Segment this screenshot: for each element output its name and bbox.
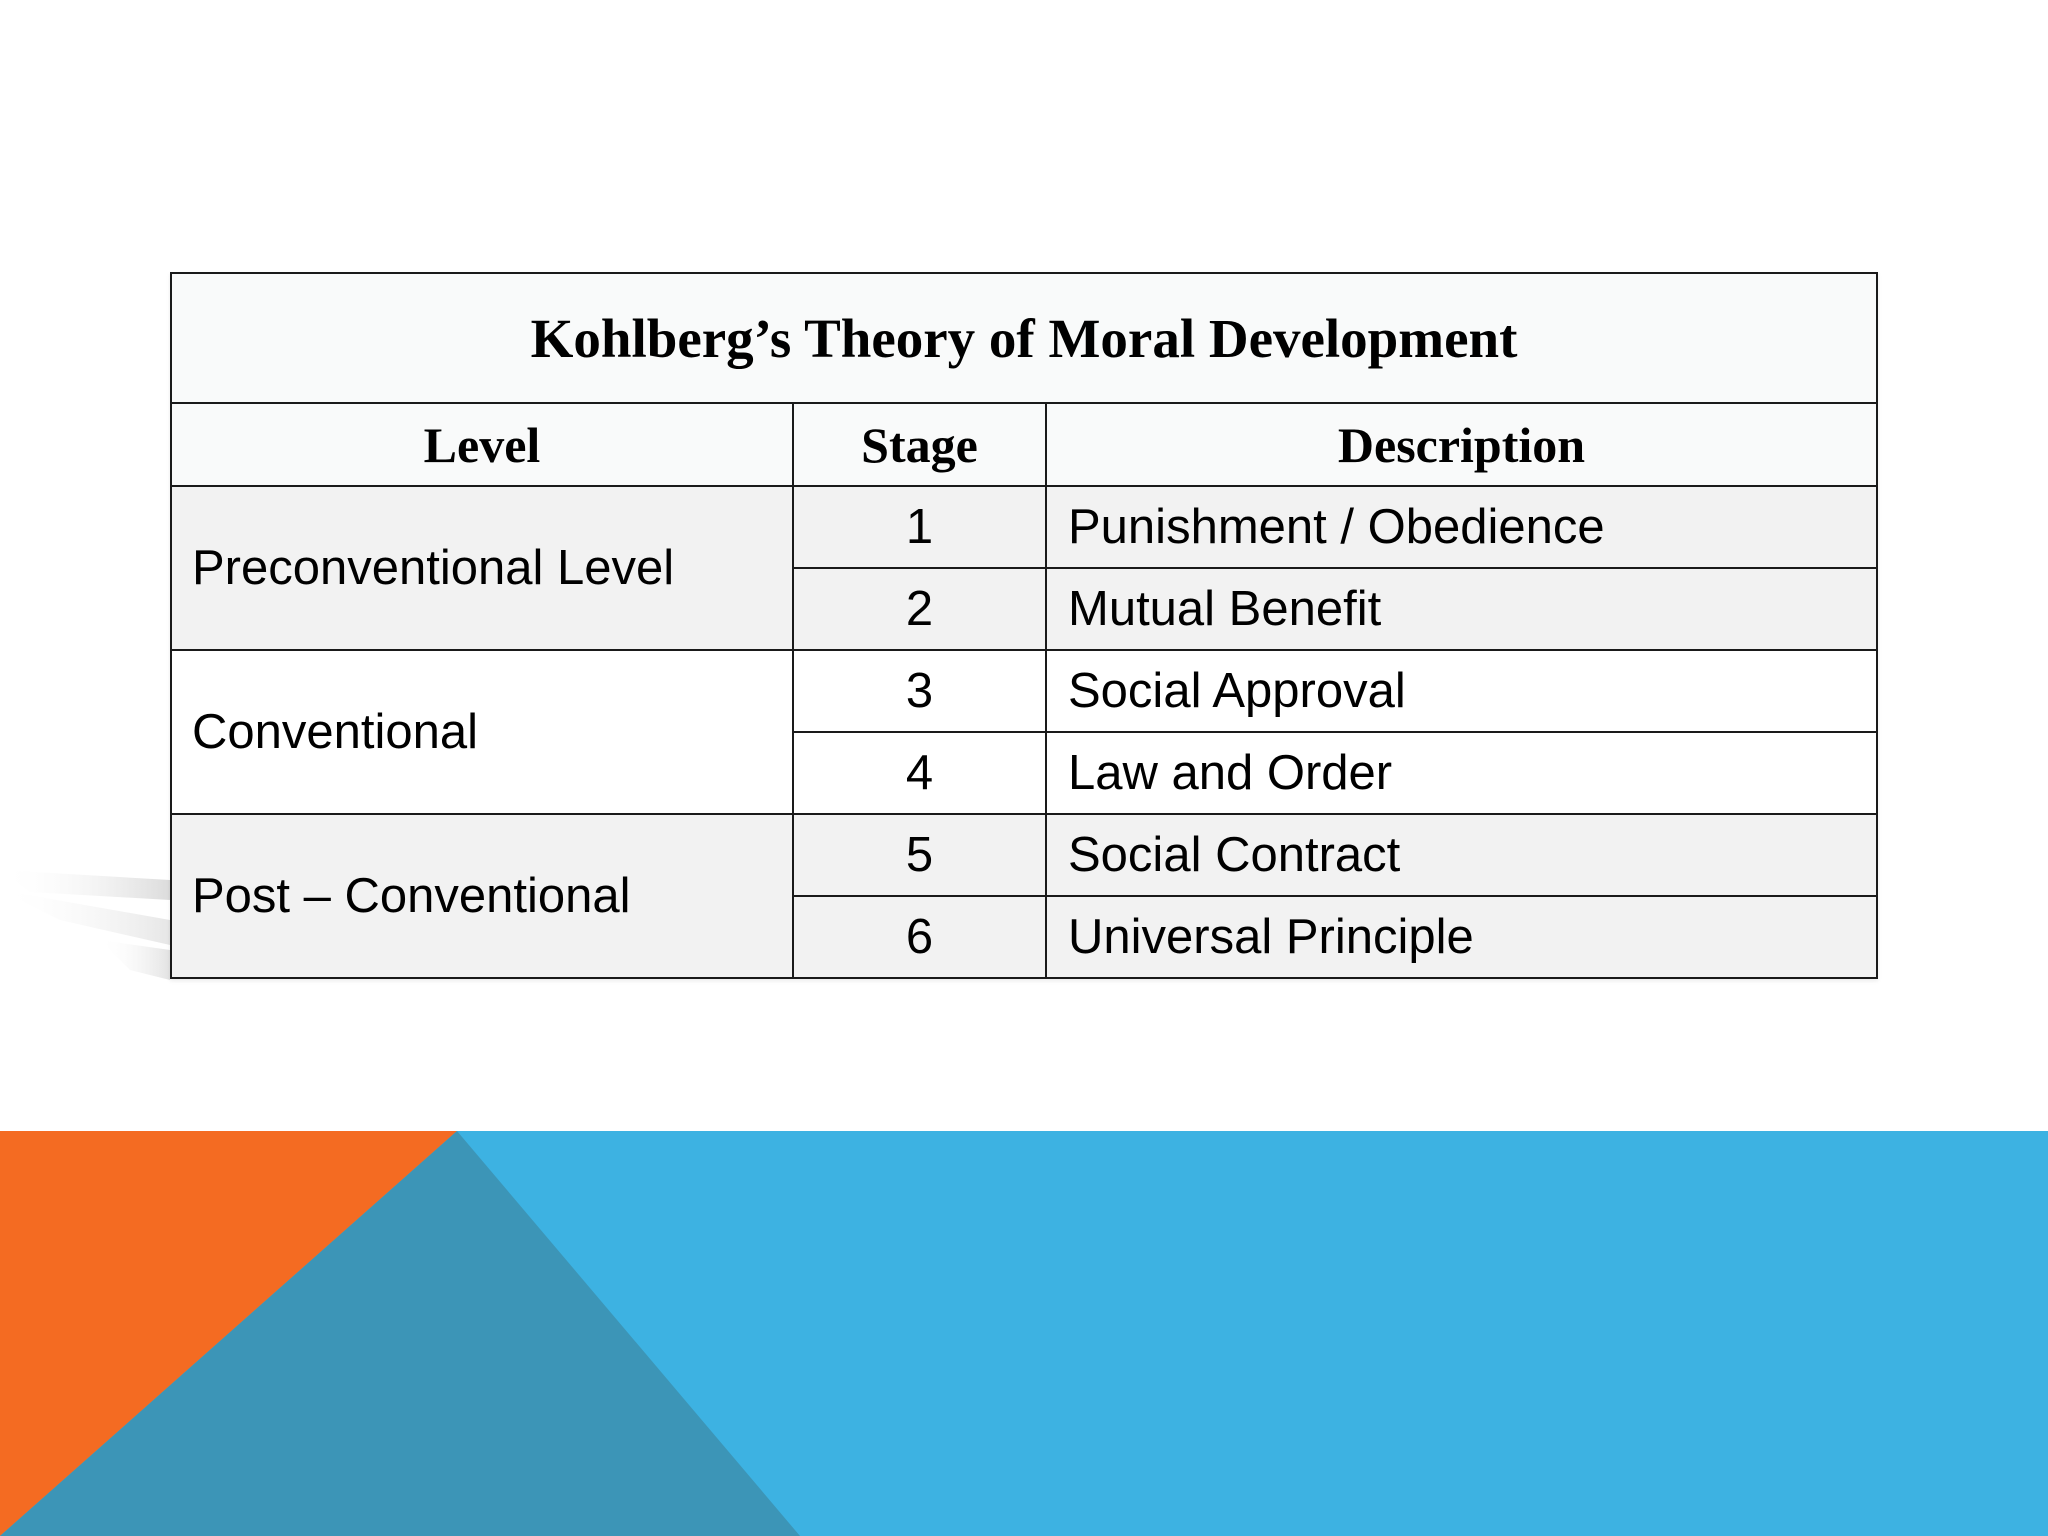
description-cell: Social Approval — [1046, 650, 1877, 732]
stage-cell: 5 — [793, 814, 1046, 896]
stage-cell: 3 — [793, 650, 1046, 732]
description-cell: Law and Order — [1046, 732, 1877, 814]
kohlberg-table — [170, 272, 1878, 979]
decorative-footer-band — [0, 1131, 2048, 1536]
stage-cell: 4 — [793, 732, 1046, 814]
table-row — [171, 814, 1877, 896]
level-cell: Preconventional Level — [171, 486, 793, 650]
level-cell: Conventional — [171, 650, 793, 814]
level-cell: Post – Conventional — [171, 814, 793, 978]
description-cell: Social Contract — [1046, 814, 1877, 896]
stage-cell: 1 — [793, 486, 1046, 568]
column-header-stage: Stage — [793, 403, 1046, 486]
table-row — [171, 486, 1877, 568]
stage-cell: 6 — [793, 896, 1046, 978]
table-row — [171, 650, 1877, 732]
description-cell: Punishment / Obedience — [1046, 486, 1877, 568]
table-title: Kohlberg’s Theory of Moral Development — [171, 273, 1877, 403]
column-header-description: Description — [1046, 403, 1877, 486]
column-header-level: Level — [171, 403, 793, 486]
description-cell: Mutual Benefit — [1046, 568, 1877, 650]
description-cell: Universal Principle — [1046, 896, 1877, 978]
stage-cell: 2 — [793, 568, 1046, 650]
